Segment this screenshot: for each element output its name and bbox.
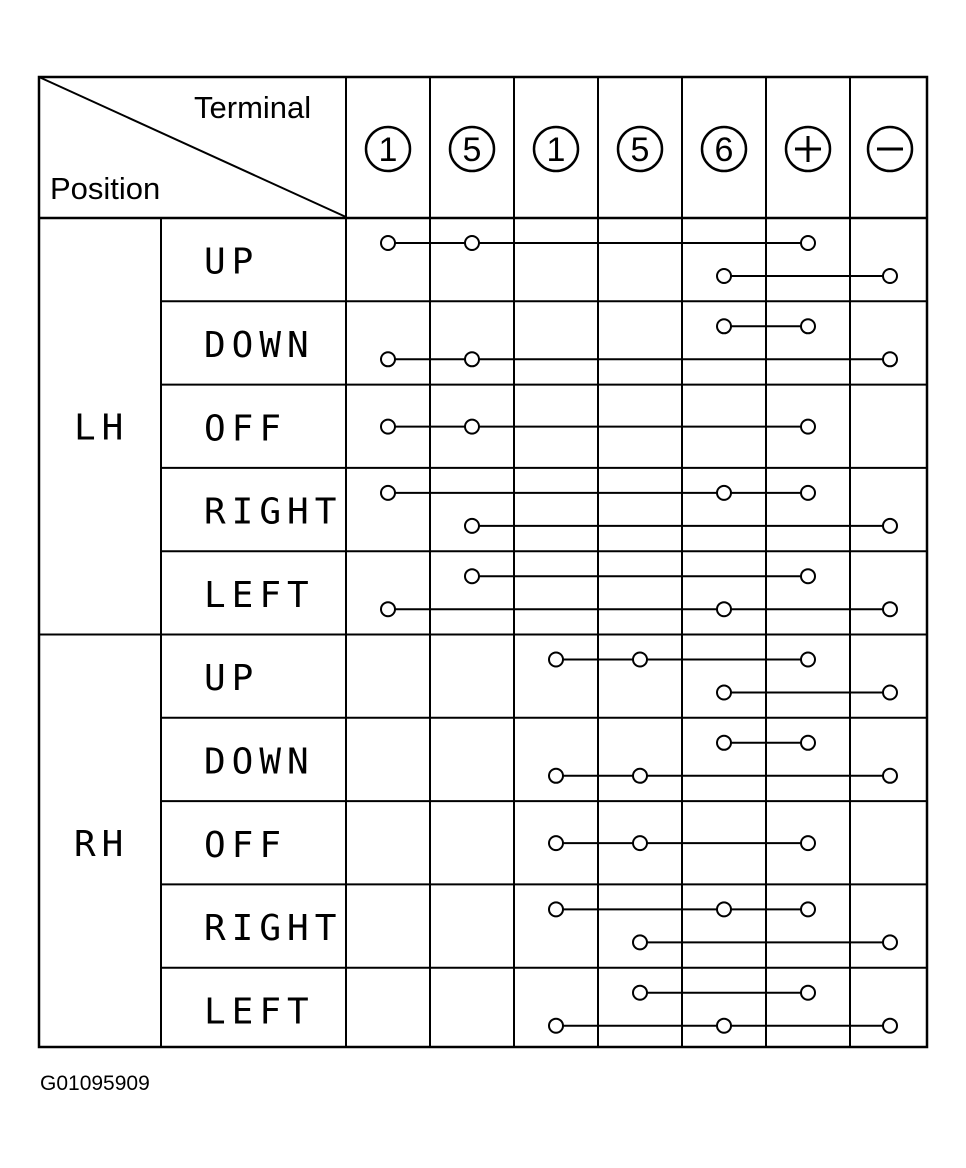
connection-node	[633, 836, 647, 850]
connection-node	[465, 236, 479, 250]
connection-node	[883, 602, 897, 616]
connection-node	[381, 486, 395, 500]
connection-link	[465, 569, 815, 583]
connection-node	[549, 902, 563, 916]
terminal-1-header	[366, 127, 410, 171]
terminal-5-header	[702, 127, 746, 171]
connection-node	[883, 519, 897, 533]
terminal-number: 1	[378, 131, 398, 169]
connection-link	[549, 769, 897, 783]
connection-node	[883, 1019, 897, 1033]
connection-node	[801, 569, 815, 583]
position-label: UP	[204, 241, 260, 283]
connection-node	[633, 935, 647, 949]
connection-node	[717, 902, 731, 916]
terminal-6-header	[786, 127, 830, 171]
connection-node	[801, 986, 815, 1000]
connection-link	[549, 1019, 897, 1033]
connection-node	[801, 736, 815, 750]
position-label: OFF	[204, 824, 288, 866]
connection-link	[381, 352, 897, 366]
connection-node	[381, 602, 395, 616]
connection-node	[633, 769, 647, 783]
connection-node	[717, 269, 731, 283]
connection-link	[633, 986, 815, 1000]
connection-node	[883, 269, 897, 283]
position-label: RIGHT	[204, 491, 343, 533]
connection-node	[883, 769, 897, 783]
connection-link	[381, 602, 897, 616]
connection-node	[717, 686, 731, 700]
connection-node	[801, 486, 815, 500]
connection-node	[633, 986, 647, 1000]
connection-node	[465, 352, 479, 366]
terminal-number: 5	[462, 131, 482, 169]
terminal-2-header	[450, 127, 494, 171]
connection-node	[549, 1019, 563, 1033]
terminal-number: 6	[714, 131, 734, 169]
connection-link	[717, 686, 897, 700]
connection-node	[801, 902, 815, 916]
position-label: OFF	[204, 408, 288, 450]
connection-node	[549, 836, 563, 850]
terminal-7-header	[868, 127, 912, 171]
position-label: RIGHT	[204, 908, 343, 950]
terminal-number: 5	[630, 131, 650, 169]
table-grid	[39, 77, 927, 1047]
connection-node	[381, 236, 395, 250]
table-header	[39, 77, 346, 217]
connection-node	[549, 769, 563, 783]
terminal-3-header	[534, 127, 578, 171]
connection-node	[801, 836, 815, 850]
connection-node	[801, 319, 815, 333]
connection-node	[381, 352, 395, 366]
group-label-lh: LH	[74, 407, 130, 449]
terminal-4-header	[618, 127, 662, 171]
terminal-number: 1	[546, 131, 566, 169]
position-rows	[74, 242, 342, 1033]
connection-node	[801, 236, 815, 250]
position-header-label: Position	[50, 171, 161, 206]
connection-node	[717, 602, 731, 616]
connection-node	[883, 352, 897, 366]
position-label: UP	[204, 658, 260, 700]
connection-node	[883, 935, 897, 949]
connection-node	[717, 486, 731, 500]
position-label: DOWN	[204, 324, 315, 366]
position-label: LEFT	[204, 991, 315, 1033]
connection-node	[633, 653, 647, 667]
connection-node	[465, 519, 479, 533]
position-label: LEFT	[204, 574, 315, 616]
figure-id: G01095909	[40, 1072, 150, 1095]
connection-node	[465, 569, 479, 583]
connection-node	[717, 1019, 731, 1033]
connection-node	[381, 420, 395, 434]
terminal-headers	[366, 127, 912, 171]
connection-node	[717, 736, 731, 750]
connection-node	[549, 653, 563, 667]
connection-node	[465, 420, 479, 434]
terminal-header-label: Terminal	[194, 90, 312, 125]
connection-node	[801, 420, 815, 434]
connection-node	[801, 653, 815, 667]
table-border	[39, 77, 927, 1047]
group-label-rh: RH	[74, 823, 130, 865]
connection-node	[717, 319, 731, 333]
connection-link	[717, 269, 897, 283]
connection-node	[883, 686, 897, 700]
position-label: DOWN	[204, 741, 315, 783]
